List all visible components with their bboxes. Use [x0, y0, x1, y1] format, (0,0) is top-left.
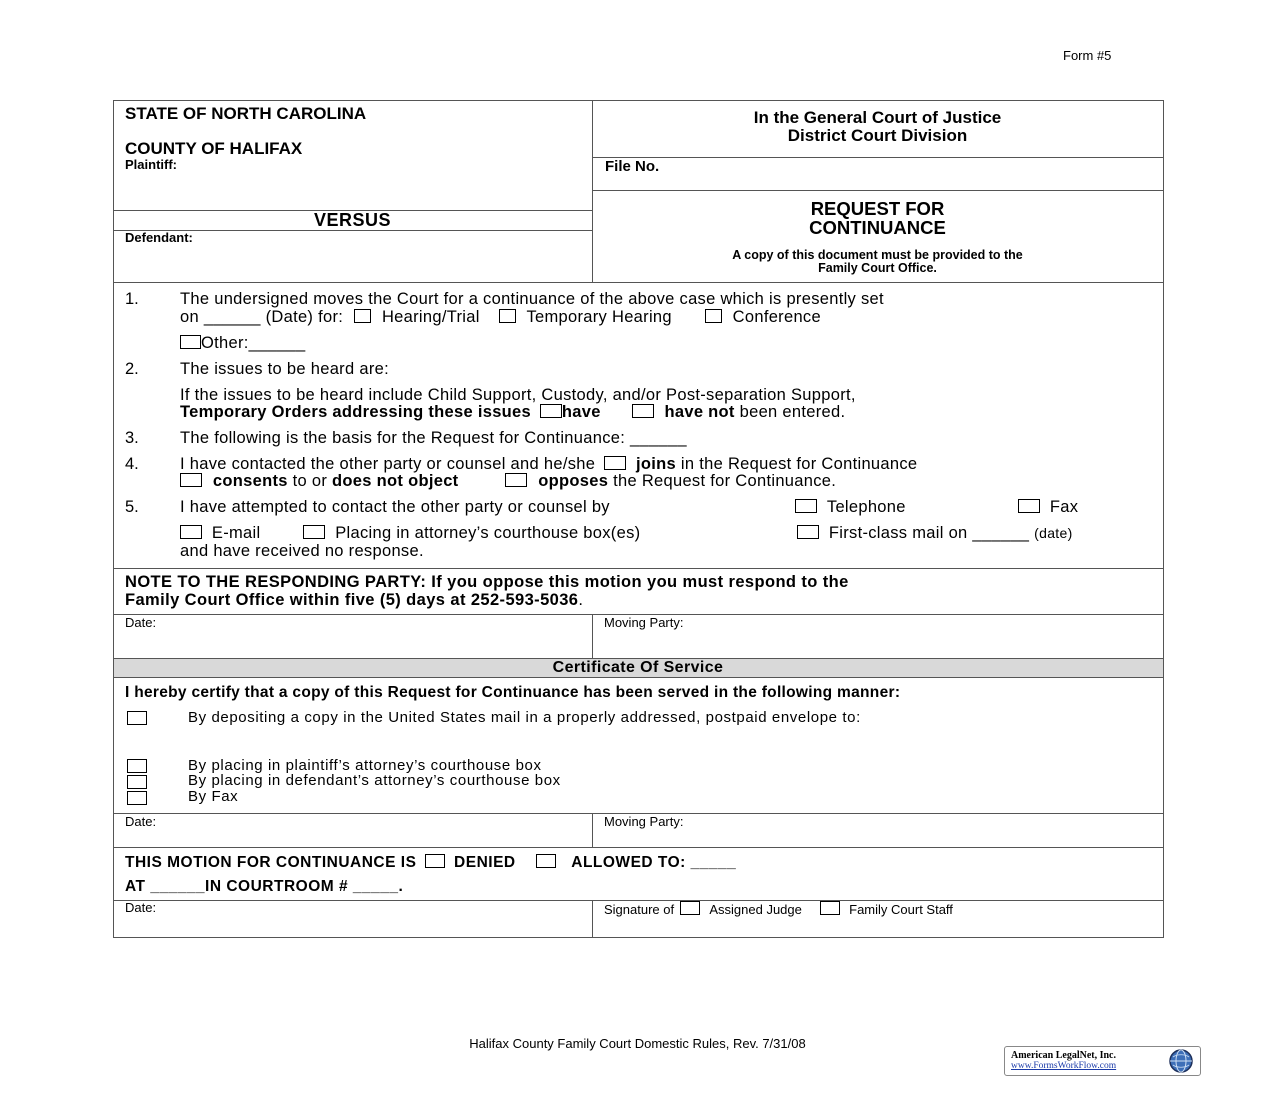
item-number: 3. — [125, 429, 139, 447]
mail-option-label: By depositing a copy in the United States mail in a properly addressed, postpaid envelope to: — [188, 709, 861, 726]
plaintiff-box-checkbox[interactable] — [127, 759, 147, 773]
date-hint: (date) — [1034, 525, 1073, 541]
note-line2: Family Court Office within five (5) days at 252-593-5036 — [125, 591, 579, 609]
item4-text: I have contacted the other party or counsel and he/she — [180, 455, 596, 473]
consents-checkbox[interactable] — [180, 473, 202, 487]
item5-row2 — [180, 524, 640, 543]
fax-checkbox[interactable] — [1018, 499, 1040, 513]
in-request-text: in the Request for Continuance — [680, 455, 918, 473]
to-or-text: to or — [292, 472, 328, 490]
item-number: 1. — [125, 290, 139, 308]
by-fax-label: By Fax — [188, 788, 239, 805]
versus-heading: VERSUS — [313, 210, 392, 230]
other-checkbox[interactable] — [180, 335, 201, 349]
joins-checkbox[interactable] — [604, 456, 626, 470]
brand-url[interactable]: www.FormsWorkFlow.com — [1011, 1061, 1117, 1071]
have-not-checkbox[interactable] — [632, 404, 654, 418]
first-class-checkbox[interactable] — [797, 525, 819, 539]
item5-text: I have attempted to contact the other party or counsel by — [180, 498, 610, 516]
mail-checkbox[interactable] — [127, 711, 147, 725]
item-number: 4. — [125, 455, 139, 473]
item3-text: The following is the basis for the Request for Continuance: ______ — [180, 429, 687, 447]
have-label: have — [561, 403, 601, 421]
date-label: Date: — [125, 900, 157, 915]
item4-row2 — [180, 472, 836, 491]
form-number: Form #5 — [1063, 48, 1112, 63]
form-title-line1: REQUEST FOR — [810, 198, 945, 219]
does-not-object-label: does not object — [332, 472, 459, 490]
denied-checkbox[interactable] — [425, 854, 445, 868]
courthouse-box-checkbox[interactable] — [303, 525, 325, 539]
denied-label: DENIED — [454, 854, 516, 871]
opposes-label: opposes — [538, 472, 609, 490]
county-name: COUNTY OF HALIFAX — [125, 139, 303, 158]
note-line2-row — [125, 591, 583, 610]
note-line1: NOTE TO THE RESPONDING PARTY: If you oppose this motion you must respond to the — [125, 573, 849, 591]
date-label: Date: — [125, 814, 157, 829]
fax-label: Fax — [1049, 498, 1079, 516]
plaintiff-label: Plaintiff: — [125, 157, 177, 172]
telephone-option — [795, 498, 906, 517]
family-court-staff-label: Family Court Staff — [849, 902, 953, 917]
state-name: STATE OF NORTH CAROLINA — [125, 104, 367, 123]
other-label: Other:______ — [201, 334, 306, 352]
moving-party-label: Moving Party: — [604, 615, 684, 630]
allowed-checkbox[interactable] — [536, 854, 556, 868]
defendant-label: Defendant: — [125, 230, 193, 245]
item2-issues-text: If the issues to be heard include Child Support, Custody, and/or Post-separation Support, — [180, 386, 856, 404]
globe-icon — [1168, 1048, 1194, 1074]
item-number: 2. — [125, 360, 139, 378]
moving-party-label: Moving Party: — [604, 814, 684, 829]
allowed-label: ALLOWED TO: _____ — [571, 854, 737, 871]
email-label: E-mail — [211, 524, 261, 542]
form-title-line2: CONTINUANCE — [809, 217, 946, 238]
plaintiff-box-label: By placing in plaintiff’s attorney’s courthouse box — [188, 757, 542, 774]
assigned-judge-label: Assigned Judge — [709, 902, 802, 917]
date-label: Date: — [125, 615, 157, 630]
copy-notice-line1: A copy of this document must be provided to the — [732, 248, 1023, 262]
item-number: 5. — [125, 498, 139, 516]
note-period: . — [578, 591, 584, 609]
brand-badge[interactable] — [1004, 1046, 1201, 1076]
temporary-hearing-checkbox[interactable] — [499, 309, 516, 323]
temporary-hearing-label: Temporary Hearing — [526, 308, 672, 326]
opposes-request-text: the Request for Continuance. — [613, 472, 837, 490]
ruling-row — [125, 854, 736, 872]
defendant-box-label: By placing in defendant’s attorney’s courthouse box — [188, 772, 561, 789]
file-no-label: File No. — [605, 158, 660, 175]
have-not-label: have not — [664, 403, 735, 421]
footer-rules: Halifax County Family Court Domestic Rules, Rev. 7/31/08 — [469, 1036, 806, 1051]
been-entered-text: been entered. — [739, 403, 846, 421]
conference-checkbox[interactable] — [705, 309, 722, 323]
hearing-trial-label: Hearing/Trial — [381, 308, 480, 326]
first-class-option — [797, 524, 1073, 543]
first-class-label: First-class mail on ______ — [828, 524, 1030, 542]
assigned-judge-checkbox[interactable] — [680, 901, 700, 915]
telephone-label: Telephone — [826, 498, 906, 516]
item1-options-row — [180, 308, 821, 327]
email-checkbox[interactable] — [180, 525, 202, 539]
defendant-box-checkbox[interactable] — [127, 775, 147, 789]
temporary-orders-text: Temporary Orders addressing these issues — [180, 403, 531, 421]
court-division: District Court Division — [787, 126, 968, 145]
courthouse-box-label: Placing in attorney’s courthouse box(es) — [335, 524, 641, 542]
item2-orders-row — [180, 403, 845, 422]
item1-text: The undersigned moves the Court for a continuance of the above case which is presently set — [180, 290, 884, 308]
ruling-line2: AT ______IN COURTROOM # _____. — [125, 878, 404, 895]
brand-name: American LegalNet, Inc. — [1011, 1050, 1116, 1061]
fax-option — [1018, 498, 1078, 517]
signature-row — [604, 901, 953, 917]
family-court-staff-checkbox[interactable] — [820, 901, 840, 915]
consents-label: consents — [212, 472, 288, 490]
have-checkbox[interactable] — [540, 404, 562, 418]
item1-date-text: on ______ (Date) for: — [180, 308, 344, 326]
ruling-prefix: THIS MOTION FOR CONTINUANCE IS — [125, 854, 417, 871]
court-name: In the General Court of Justice — [753, 108, 1002, 127]
certificate-intro: I hereby certify that a copy of this Request for Continuance has been served in the following manner: — [125, 684, 901, 701]
joins-label: joins — [636, 455, 677, 473]
item2-text: The issues to be heard are: — [180, 360, 389, 378]
telephone-checkbox[interactable] — [795, 499, 817, 513]
certificate-heading: Certificate Of Service — [552, 659, 724, 676]
signature-of-label: Signature of — [604, 902, 675, 917]
item5-no-response: and have received no response. — [180, 542, 424, 560]
hearing-trial-checkbox[interactable] — [354, 309, 371, 323]
item1-other-row — [180, 334, 306, 353]
copy-notice-line2: Family Court Office. — [818, 261, 937, 275]
opposes-checkbox[interactable] — [505, 473, 527, 487]
by-fax-checkbox[interactable] — [127, 791, 147, 805]
conference-label: Conference — [732, 308, 821, 326]
